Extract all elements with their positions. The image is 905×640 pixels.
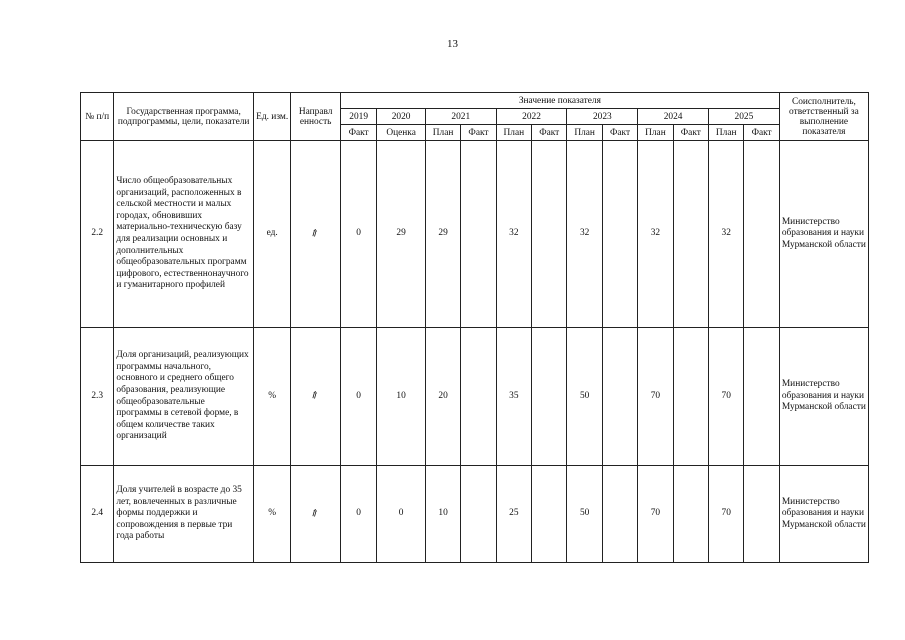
value-cell xyxy=(744,466,779,563)
value-cell: 0 xyxy=(340,466,376,563)
header-sub: План xyxy=(638,125,673,141)
value-cell xyxy=(532,466,567,563)
header-sub: Факт xyxy=(744,125,779,141)
page-number: 13 xyxy=(447,38,458,50)
value-cell: 10 xyxy=(425,466,460,563)
value-cell xyxy=(673,328,708,466)
header-unit: Ед. изм. xyxy=(253,93,290,141)
row-indicator-name: Доля учителей в возрасте до 35 лет, вовлеченных в различные формы поддержки и сопровождения в первые три года работы xyxy=(114,466,254,563)
row-indicator-name: Доля организаций, реализующих программы начального, основного и среднего общего образования, реализующие общеобразовательные программы в сетевой форме, в общем количестве таких организаций xyxy=(114,328,254,466)
value-cell: 70 xyxy=(709,328,744,466)
value-cell xyxy=(461,466,496,563)
header-sub: Факт xyxy=(532,125,567,141)
row-executor: Министерство образования и науки Мурманской области xyxy=(779,328,868,466)
row-num: 2.3 xyxy=(81,328,114,466)
header-sub: План xyxy=(425,125,460,141)
header-year: 2022 xyxy=(496,109,567,125)
value-cell: 10 xyxy=(377,328,426,466)
header-year: 2019 xyxy=(340,109,376,125)
header-sub: План xyxy=(709,125,744,141)
header-sub: План xyxy=(496,125,531,141)
value-cell: 25 xyxy=(496,466,531,563)
value-cell: 0 xyxy=(340,328,376,466)
value-cell: 29 xyxy=(425,141,460,328)
value-cell xyxy=(461,141,496,328)
value-cell: 50 xyxy=(567,328,602,466)
value-cell: 32 xyxy=(496,141,531,328)
row-unit: % xyxy=(253,466,290,563)
row-num: 2.4 xyxy=(81,466,114,563)
value-cell: 0 xyxy=(377,466,426,563)
table-row xyxy=(81,328,869,466)
row-unit: ед. xyxy=(253,141,290,328)
value-cell: 32 xyxy=(709,141,744,328)
value-cell: 35 xyxy=(496,328,531,466)
table-row xyxy=(81,466,869,563)
value-cell xyxy=(461,328,496,466)
value-cell: 32 xyxy=(638,141,673,328)
direction-arrow-icon: ⇗ xyxy=(291,466,341,563)
value-cell: 50 xyxy=(567,466,602,563)
header-sub: Факт xyxy=(673,125,708,141)
value-cell: 70 xyxy=(638,466,673,563)
value-cell: 70 xyxy=(638,328,673,466)
header-year: 2021 xyxy=(425,109,496,125)
value-cell: 32 xyxy=(567,141,602,328)
header-year: 2024 xyxy=(638,109,709,125)
row-executor: Министерство образования и науки Мурманской области xyxy=(779,466,868,563)
row-executor: Министерство образования и науки Мурманской области xyxy=(779,141,868,328)
value-cell xyxy=(532,328,567,466)
header-year: 2025 xyxy=(709,109,780,125)
header-sub: Факт xyxy=(602,125,637,141)
direction-arrow-icon: ⇗ xyxy=(291,328,341,466)
header-sub: Факт xyxy=(340,125,376,141)
direction-arrow-icon: ⇗ xyxy=(291,141,341,328)
value-cell: 0 xyxy=(340,141,376,328)
header-direction: Направл енность xyxy=(291,93,341,141)
value-cell xyxy=(602,328,637,466)
row-unit: % xyxy=(253,328,290,466)
value-cell xyxy=(744,328,779,466)
value-cell xyxy=(602,141,637,328)
indicators-table xyxy=(80,92,869,563)
value-cell xyxy=(532,141,567,328)
row-indicator-name: Число общеобразовательных организаций, расположенных в сельской местности и малых городах, обновивших материально-техническую базу для реализации основных и дополнительных общеобразовательных программ цифрового, естественнонаучного и гуманитарного профилей xyxy=(114,141,254,328)
value-cell: 20 xyxy=(425,328,460,466)
header-sub: Факт xyxy=(461,125,496,141)
table-row xyxy=(81,141,869,328)
header-sub: План xyxy=(567,125,602,141)
value-cell: 70 xyxy=(709,466,744,563)
value-cell xyxy=(744,141,779,328)
header-name: Государственная программа, подпрограммы, цели, показатели xyxy=(114,93,254,141)
value-cell xyxy=(602,466,637,563)
value-cell xyxy=(673,141,708,328)
header-sub: Оценка xyxy=(377,125,426,141)
header-value-group: Значение показателя xyxy=(340,93,779,109)
value-cell xyxy=(673,466,708,563)
row-num: 2.2 xyxy=(81,141,114,328)
header-executor: Соисполнитель, ответственный за выполнение показателя xyxy=(779,93,868,141)
header-year: 2023 xyxy=(567,109,638,125)
header-year: 2020 xyxy=(377,109,426,125)
value-cell: 29 xyxy=(377,141,426,328)
header-num: № п/п xyxy=(81,93,114,141)
